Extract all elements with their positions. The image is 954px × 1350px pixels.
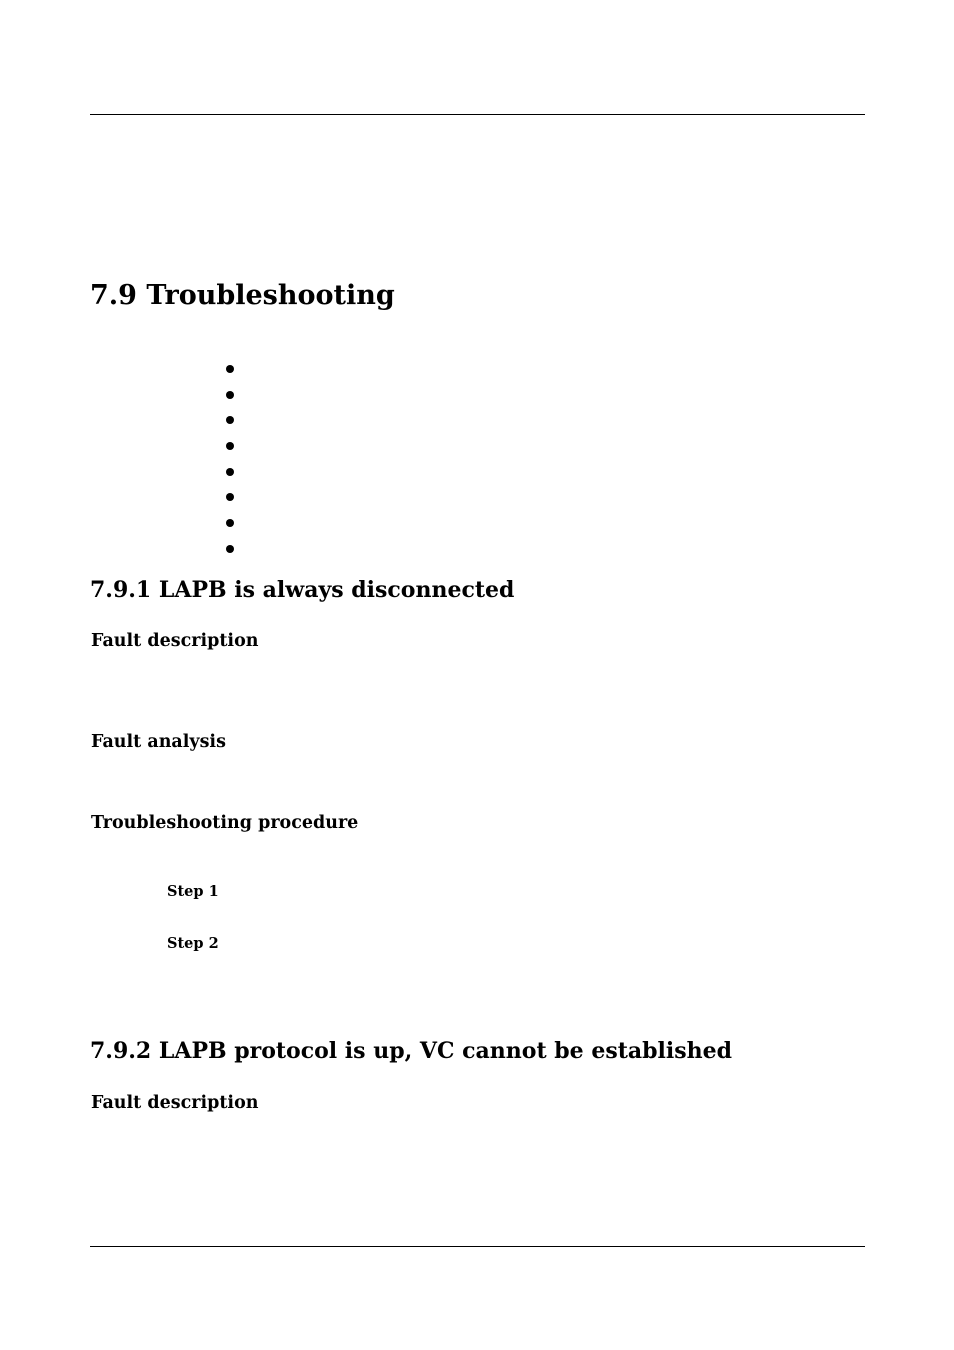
bullet-marker bbox=[226, 416, 234, 424]
step-1-label: Step 1 bbox=[167, 883, 219, 900]
bullet-marker bbox=[226, 365, 234, 373]
bullet-marker bbox=[226, 519, 234, 527]
fault-description-heading-2: Fault description bbox=[91, 1093, 259, 1113]
bullet-marker bbox=[226, 442, 234, 450]
bullet-marker bbox=[226, 545, 234, 553]
subsection-2-title: 7.9.2 LAPB protocol is up, VC cannot be established bbox=[90, 1038, 732, 1064]
header-rule bbox=[90, 114, 865, 115]
fault-description-heading: Fault description bbox=[91, 631, 259, 651]
bullet-marker bbox=[226, 391, 234, 399]
section-title: 7.9 Troubleshooting bbox=[90, 280, 395, 311]
bullet-marker bbox=[226, 468, 234, 476]
bullet-marker bbox=[226, 493, 234, 501]
footer-rule bbox=[90, 1246, 865, 1247]
step-2-label: Step 2 bbox=[167, 935, 219, 952]
fault-analysis-heading: Fault analysis bbox=[91, 732, 226, 752]
subsection-1-title: 7.9.1 LAPB is always disconnected bbox=[90, 577, 515, 603]
troubleshooting-procedure-heading: Troubleshooting procedure bbox=[91, 813, 359, 833]
